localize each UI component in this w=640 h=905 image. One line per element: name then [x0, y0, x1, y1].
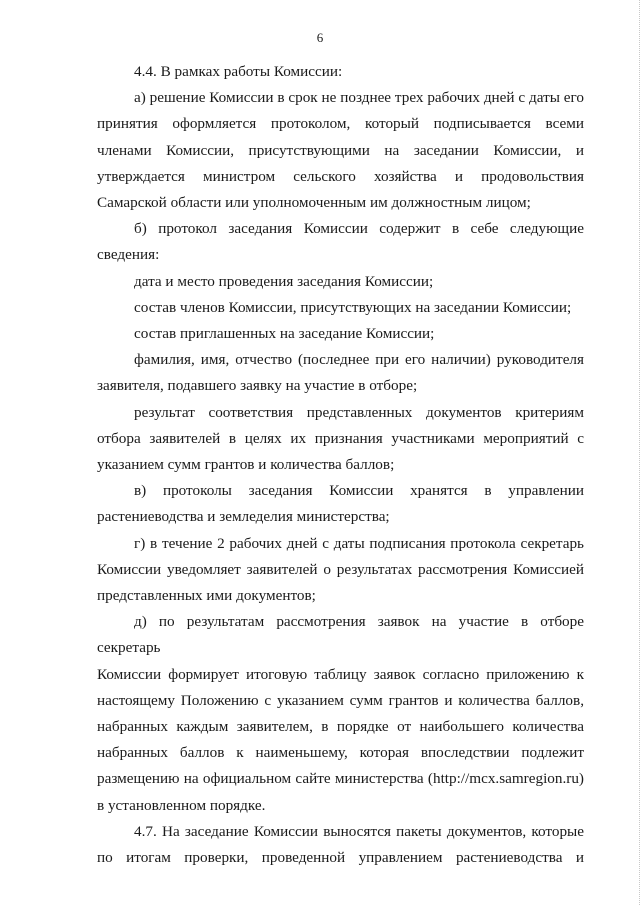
text-line: Комиссии уведомляет заявителей о результатах рассмотрения Комиссией	[97, 560, 584, 578]
text-line: указанием сумм грантов и количества баллов;	[97, 456, 395, 474]
text-line: набранных каждым заявителем, в порядке от наибольшего количества	[97, 718, 584, 736]
text-line: состав приглашенных на заседание Комиссии;	[134, 325, 435, 343]
text-line: результат соответствия представленных документов критериям	[134, 403, 584, 421]
text-line: утверждается министром сельского хозяйства и продовольствия	[97, 167, 584, 185]
text-line: растениеводства и земледелия министерства;	[97, 508, 390, 526]
text-line: д) по результатам рассмотрения заявок на участие в отборе секретарь	[97, 613, 584, 657]
text-line: фамилия, имя, отчество (последнее при его наличии) руководителя	[134, 351, 584, 369]
text-line: дата и место проведения заседания Комиссии;	[134, 272, 434, 290]
text-line: членами Комиссии, присутствующими на заседании Комиссии, и	[97, 141, 584, 159]
text-line: отбора заявителей в целях их признания участниками мероприятий с	[97, 429, 584, 447]
text-line: состав членов Комиссии, присутствующих на заседании Комиссии;	[134, 298, 572, 316]
text-line: размещению на официальном сайте министерства (http://mcx.samregion.ru)	[97, 770, 584, 788]
text-line: представленных ими документов;	[97, 587, 316, 605]
text-line: а) решение Комиссии в срок не позднее трех рабочих дней с даты его	[134, 89, 584, 107]
document-body	[97, 59, 584, 871]
text-line: б) протокол заседания Комиссии содержит в себе следующие	[134, 220, 584, 238]
text-line: принятия оформляется протоколом, который подписывается всеми	[97, 115, 584, 133]
text-line: Самарской области или уполномоченным им должностным лицом;	[97, 194, 531, 212]
text-line: Комиссии формирует итоговую таблицу заявок согласно приложению к	[97, 665, 584, 683]
text-line: в установленном порядке.	[97, 796, 266, 814]
text-line: по итогам проверки, проведенной управлением растениеводства и	[97, 849, 584, 867]
page-number: 6	[316, 30, 324, 45]
text-line: настоящему Положению с указанием сумм грантов и количества баллов,	[97, 691, 584, 709]
text-line: набранных баллов к наименьшему, которая впоследствии подлежит	[97, 744, 584, 762]
text-line: заявителя, подавшего заявку на участие в отборе;	[97, 377, 418, 395]
text-line: в) протоколы заседания Комиссии хранятся в управлении	[134, 482, 584, 500]
text-line: 4.4. В рамках работы Комиссии:	[134, 63, 343, 80]
text-line: г) в течение 2 рабочих дней с даты подписания протокола секретарь	[134, 534, 584, 552]
text-line: 4.7. На заседание Комиссии выносятся пакеты документов, которые	[134, 822, 584, 840]
text-line: сведения:	[97, 246, 160, 264]
